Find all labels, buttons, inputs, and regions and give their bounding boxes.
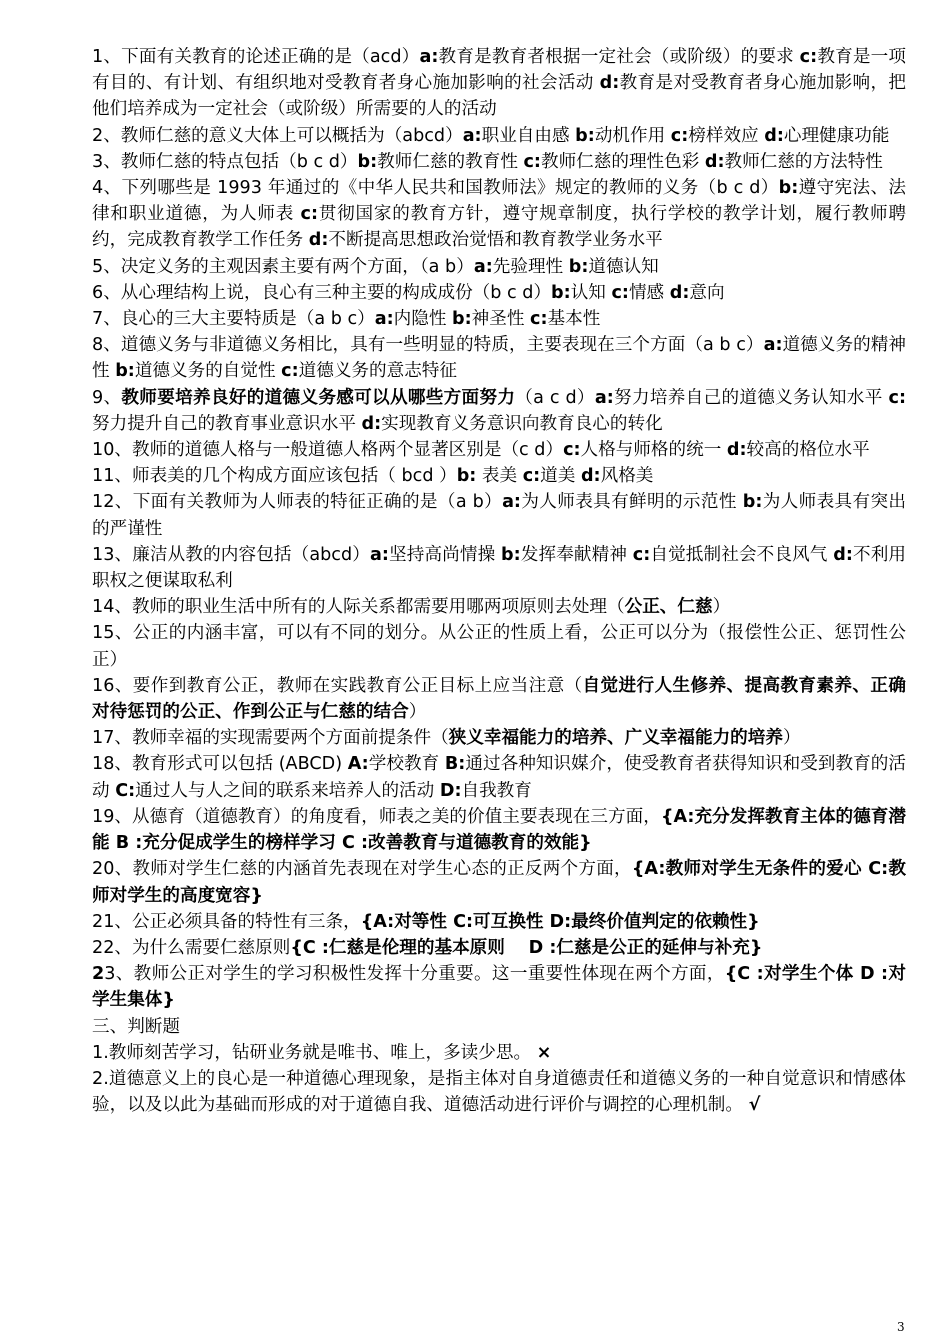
question-item	[92, 306, 906, 332]
bold-text: b:	[456, 466, 477, 487]
text: 道德义务的自觉性	[134, 361, 282, 382]
text: 3、教师公正对学生的学习积极性发挥十分重要。这一重要性体现在两个方面，	[104, 964, 725, 985]
text: 情感	[628, 282, 670, 303]
text: 教育是一项有目的、有计划、有组织地对受教育者身心施加影响的社会活动	[92, 47, 906, 94]
text: 职业自由感	[481, 125, 576, 146]
question-item	[92, 935, 906, 961]
question-item	[92, 725, 906, 751]
text: 5、决定义务的主观因素主要有两个方面，（a b）	[92, 256, 474, 277]
bold-text: a:	[419, 47, 439, 67]
text: 3、教师仁慈的特点包括（b c d）	[92, 151, 358, 172]
question-item	[92, 44, 906, 123]
text: 13、廉洁从教的内容包括（abcd）	[92, 544, 370, 565]
bold-text: a:	[502, 492, 521, 513]
question-item	[92, 751, 906, 803]
bold-text: 2	[92, 964, 105, 985]
bold-text: A:	[347, 754, 369, 775]
bold-text: c:	[888, 387, 906, 408]
text: 发挥奉献精神	[520, 544, 633, 565]
bold-text: c:	[530, 309, 548, 330]
text: 通过人与人之间的联系来培养人的活动	[135, 780, 440, 801]
judgment-list	[92, 1040, 906, 1119]
text: 遵守宪法、法律和职业道德，为人师表	[92, 178, 906, 225]
bold-text: 自觉进行人生修养、提高教育素养、正确对待惩罚的公正、作到公正与仁慈的结合	[92, 675, 906, 723]
bold-text: √	[748, 1095, 761, 1116]
text: 实现教育义务意识向教育良心的转化	[381, 413, 663, 434]
bold-text: a:	[369, 544, 389, 565]
question-item	[92, 961, 906, 1013]
bold-text: c:	[522, 466, 541, 487]
text: 心理健康功能	[783, 125, 890, 146]
bold-text: c:	[611, 282, 629, 303]
bold-text: d:	[833, 544, 853, 565]
text: 教师仁慈的方法特性	[724, 151, 883, 172]
question-item	[92, 594, 906, 620]
bold-text: b:	[575, 125, 595, 146]
text: 意向	[689, 282, 725, 303]
bold-text: d:	[308, 230, 329, 251]
judgment-item	[92, 1066, 906, 1118]
text: 12、下面有关教师为人师表的特征正确的是（a b）	[92, 492, 503, 513]
text: 10、教师的道德人格与一般道德人格两个显著区别是（c d）	[92, 440, 564, 461]
text: 表美	[476, 466, 523, 487]
question-item	[92, 437, 906, 463]
text: 1、下面有关教育的论述正确的是（acd）	[92, 47, 420, 67]
question-item	[92, 385, 906, 437]
bold-text: c:	[523, 151, 541, 172]
bold-text: d:	[704, 151, 725, 172]
text: 1.教师刻苦学习，钻研业务就是唯书、唯上，多读少思。	[92, 1042, 537, 1063]
text: 22、为什么需要仁慈原则	[92, 937, 291, 958]
bold-text: b:	[501, 544, 521, 565]
text: 15、公正的内涵丰富，可以有不同的划分。从公正的性质上看，公正可以分为（报偿性公正、惩罚性公正）	[92, 623, 906, 670]
text: 神圣性	[471, 309, 531, 330]
question-item	[92, 149, 906, 175]
bold-text: D:	[439, 780, 462, 801]
text: 教育是对受教育者身心施加影响，把他们培养成为一定社会（或阶级）所需要的人的活动	[92, 73, 906, 120]
text: 为人师表具有突出的严谨性	[92, 492, 906, 539]
text: 16、要作到教育公正，教师在实践教育公正目标上应当注意（	[92, 675, 583, 696]
question-item	[92, 175, 906, 254]
bold-text: a:	[594, 387, 614, 408]
bold-text: {C :对学生个体 D :对学生集体}	[92, 964, 906, 1011]
bold-text: c:	[799, 47, 818, 67]
text: 2.道德意义上的良心是一种道德心理现象，是指主体对自身道德责任和道德义务的一种自觉意识和情感体验，以及以此为基础而形成的对于道德自我、道德活动进行评价与调控的心理机制。	[92, 1068, 906, 1116]
bold-text: b:	[452, 309, 472, 330]
bold-text: ×	[536, 1042, 552, 1063]
text: ）	[782, 728, 801, 749]
text: 19、从德育（道德教育）的角度看，师表之美的价值主要表现在三方面，	[92, 806, 661, 827]
text: 通过各种知识媒介，使受教育者获得知识和受到教育的活动	[92, 754, 906, 801]
text: 榜样效应	[688, 125, 765, 146]
text: ）	[712, 597, 731, 618]
bold-text: a:	[462, 125, 482, 146]
text: 努力培养自己的道德义务认知水平	[613, 387, 889, 408]
text: 学校教育	[368, 754, 445, 775]
text: 教育是教育者根据一定社会（或阶级）的要求	[438, 47, 800, 67]
text: ）	[408, 702, 427, 723]
text: 道美	[540, 466, 581, 487]
page-number: 3	[897, 1320, 905, 1334]
text: 为人师表具有鲜明的示范性	[520, 492, 743, 513]
question-item	[92, 673, 906, 725]
question-item	[92, 123, 906, 149]
text: 6、从心理结构上说，良心有三种主要的构成成份（b c d）	[92, 282, 552, 303]
bold-text: {A:对等性 C:可互换性 D:最终价值判定的依赖性}	[360, 911, 760, 932]
bold-text: B:	[444, 754, 466, 775]
bold-text: a:	[374, 309, 394, 330]
text: 不利用职权之便谋取私利	[92, 544, 907, 592]
bold-text: c:	[563, 440, 581, 461]
text: 努力提升自己的教育事业意识水平	[92, 413, 362, 434]
question-item	[92, 254, 906, 280]
text: 不断提高思想政治觉悟和教育教学业务水平	[328, 230, 663, 251]
bold-text: 公正、仁慈	[624, 597, 713, 618]
bold-text: d:	[764, 125, 784, 146]
text: 道德认知	[588, 256, 659, 277]
bold-text: b:	[551, 282, 571, 303]
judgment-item	[92, 1040, 906, 1066]
text: （a c d）	[515, 387, 595, 408]
document-body	[92, 44, 906, 1118]
question-item	[92, 909, 906, 935]
text: 人格与师格的统一	[580, 440, 727, 461]
question-list	[92, 44, 906, 1014]
text: 4、下列哪些是 1993 年通过的《中华人民共和国教师法》规定的教师的义务（b c d）	[92, 178, 779, 199]
bold-text: b:	[568, 256, 589, 277]
bold-text: a:	[473, 256, 493, 277]
text: 认知	[570, 282, 612, 303]
bold-text: a:	[763, 335, 783, 356]
text: 自觉抵制社会不良风气	[650, 544, 834, 565]
bold-text: c:	[670, 125, 689, 146]
text: 较高的格位水平	[746, 440, 870, 461]
text: 道德义务的意志特征	[298, 361, 457, 382]
bold-text: C:	[115, 780, 136, 801]
question-item	[92, 332, 906, 384]
bold-text: 教师要培养良好的道德义务感可以从哪些方面努力	[121, 387, 516, 408]
text: 坚持高尚情操	[388, 544, 502, 565]
bold-text: c:	[632, 544, 651, 565]
text: 自我教育	[461, 780, 532, 801]
text: 道德义务的精神性	[92, 335, 906, 382]
bold-text: d:	[726, 440, 747, 461]
question-item	[92, 856, 906, 908]
text: 教师仁慈的教育性	[377, 151, 524, 172]
bold-text: b:	[357, 151, 378, 172]
text: 20、教师对学生仁慈的内涵首先表现在对学生心态的正反两个方面，	[92, 859, 632, 880]
text: 贯彻国家的教育方针，遵守规章制度，执行学校的教学计划，履行教师聘约，完成教育教学工作任务	[92, 204, 906, 251]
bold-text: d:	[580, 466, 601, 487]
text: 11、师表美的几个构成方面应该包括（ bcd ）	[92, 466, 457, 487]
bold-text: c:	[281, 361, 299, 382]
question-item	[92, 804, 906, 856]
bold-text: {A:充分发挥教育主体的德育潜能 B :充分促成学生的榜样学习 C :改善教育与道德教育的效能}	[92, 806, 906, 854]
bold-text: {C :仁慈是伦理的基本原则 D :仁慈是公正的延伸与补充}	[290, 937, 763, 958]
text: 21、公正必须具备的特性有三条，	[92, 911, 361, 932]
question-item	[92, 542, 906, 594]
question-item	[92, 463, 906, 489]
bold-text: d:	[669, 282, 690, 303]
text: 基本性	[547, 309, 601, 330]
text: 9、	[92, 387, 122, 408]
bold-text: {A:教师对学生无条件的爱心 C:教师对学生的高度宽容}	[92, 859, 907, 906]
section-title: 三、判断题	[92, 1016, 180, 1037]
question-item	[92, 620, 906, 672]
question-item	[92, 489, 906, 541]
question-item	[92, 280, 906, 306]
text: 先验理性	[492, 256, 569, 277]
text: 动机作用	[594, 125, 671, 146]
text: 8、道德义务与非道德义务相比，具有一些明显的特质，主要表现在三个方面（a b c）	[92, 335, 764, 356]
bold-text: b:	[115, 361, 135, 382]
bold-text: b:	[778, 178, 799, 199]
text: 14、教师的职业生活中所有的人际关系都需要用哪两项原则去处理（	[92, 597, 625, 618]
text: 2、教师仁慈的意义大体上可以概括为（abcd）	[92, 125, 463, 146]
bold-text: b:	[742, 492, 763, 513]
text: 内隐性	[393, 309, 453, 330]
text: 18、教育形式可以包括 (ABCD)	[92, 754, 348, 775]
text: 7、良心的三大主要特质是（a b c）	[92, 309, 375, 330]
text: 17、教师幸福的实现需要两个方面前提条件（	[92, 728, 449, 749]
bold-text: 狭义幸福能力的培养、广义幸福能力的培养	[448, 728, 783, 749]
text: 风格美	[600, 466, 654, 487]
text: 教师仁慈的理性色彩	[540, 151, 705, 172]
bold-text: c:	[300, 204, 318, 225]
bold-text: d:	[361, 413, 382, 434]
bold-text: d:	[599, 73, 620, 94]
